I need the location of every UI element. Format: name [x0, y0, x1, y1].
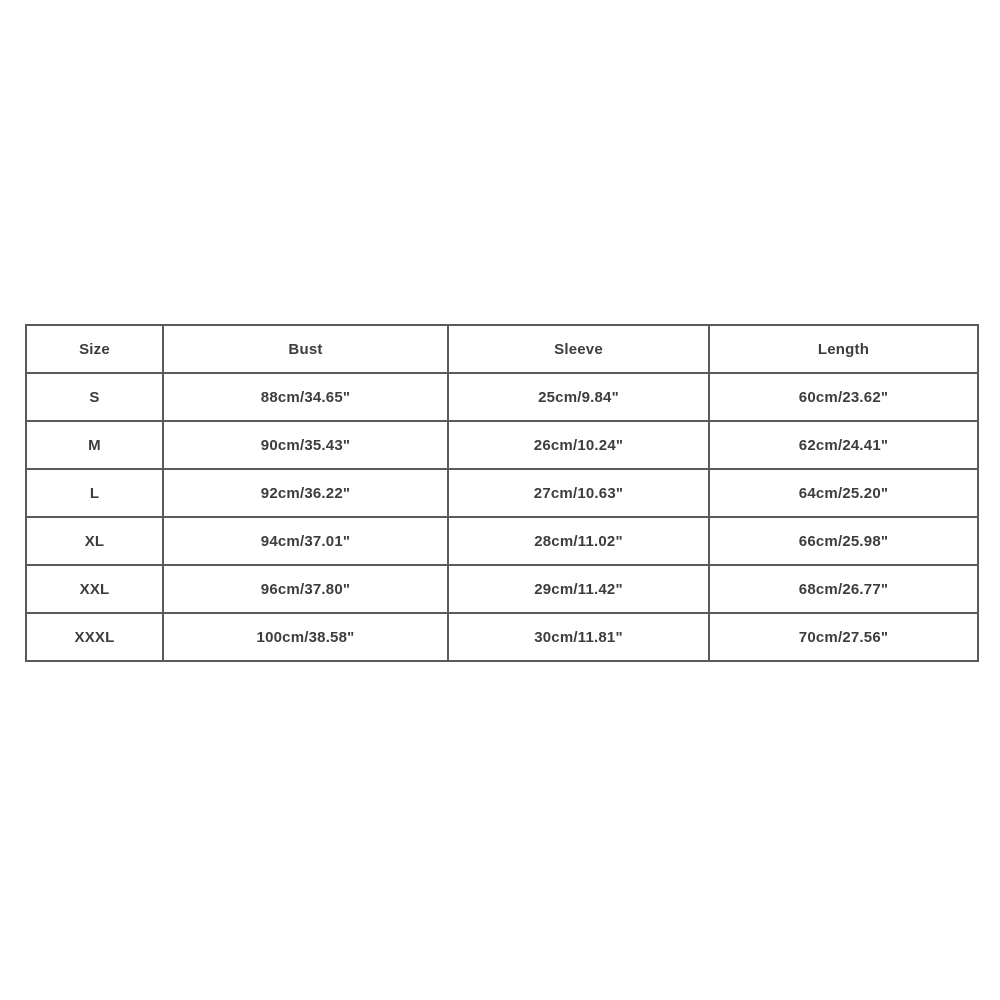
table-cell: XXXL [26, 613, 163, 661]
header-cell-size: Size [26, 325, 163, 373]
table-cell: L [26, 469, 163, 517]
size-chart-table [25, 324, 979, 662]
table-cell: 96cm/37.80" [163, 565, 448, 613]
table-cell: 25cm/9.84" [448, 373, 709, 421]
table-cell: 64cm/25.20" [709, 469, 978, 517]
table-cell: 68cm/26.77" [709, 565, 978, 613]
header-cell-length: Length [709, 325, 978, 373]
table-cell: XL [26, 517, 163, 565]
table-header-row [26, 325, 978, 373]
table-cell: 30cm/11.81" [448, 613, 709, 661]
table-row [26, 613, 978, 661]
table-cell: M [26, 421, 163, 469]
header-cell-bust: Bust [163, 325, 448, 373]
table-cell: 88cm/34.65" [163, 373, 448, 421]
table-row [26, 565, 978, 613]
table-cell: 92cm/36.22" [163, 469, 448, 517]
table-row [26, 517, 978, 565]
table-cell: XXL [26, 565, 163, 613]
header-cell-sleeve: Sleeve [448, 325, 709, 373]
table-row [26, 469, 978, 517]
table-cell: S [26, 373, 163, 421]
table-cell: 90cm/35.43" [163, 421, 448, 469]
table-cell: 29cm/11.42" [448, 565, 709, 613]
table-row [26, 421, 978, 469]
table-cell: 60cm/23.62" [709, 373, 978, 421]
table-cell: 27cm/10.63" [448, 469, 709, 517]
table-cell: 26cm/10.24" [448, 421, 709, 469]
table-cell: 94cm/37.01" [163, 517, 448, 565]
table-row [26, 373, 978, 421]
table-cell: 100cm/38.58" [163, 613, 448, 661]
table-cell: 70cm/27.56" [709, 613, 978, 661]
table-cell: 62cm/24.41" [709, 421, 978, 469]
table-body [26, 373, 978, 661]
table-cell: 66cm/25.98" [709, 517, 978, 565]
table-cell: 28cm/11.02" [448, 517, 709, 565]
